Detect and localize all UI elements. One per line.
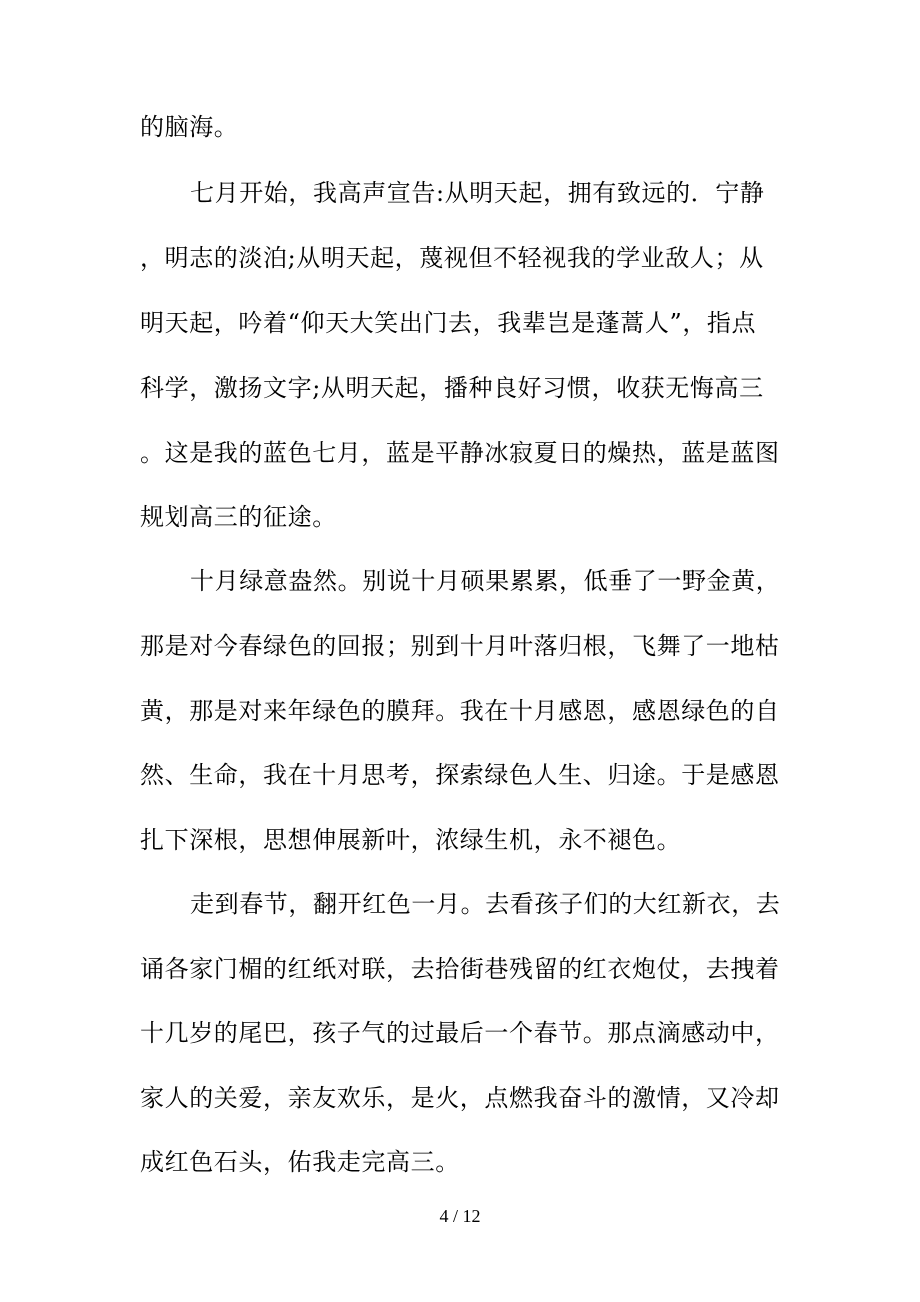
text-line: 十几岁的尾巴，孩子气的过最后一个春节。那点滴感动中， bbox=[140, 1019, 780, 1047]
text-line: 家人的关爱，亲友欢乐，是火，点燃我奋斗的激情，又冷却 bbox=[140, 1084, 780, 1112]
text-line: 科学，激扬文字;从明天起，播种良好习惯，收获无悔高三 bbox=[140, 374, 764, 402]
text-line: 那是对今春绿色的回报；别到十月叶落归根，飞舞了一地枯 bbox=[140, 632, 780, 660]
page-number: 4 / 12 bbox=[439, 1206, 481, 1226]
text-line: 成红色石头，佑我走完高三。 bbox=[140, 1148, 460, 1176]
text-line: 诵各家门楣的红纸对联，去拾街巷残留的红衣炮仗，去拽着 bbox=[140, 955, 780, 983]
text-line: 扎下深根，思想伸展新叶，浓绿生机，永不褪色。 bbox=[140, 826, 682, 854]
text-line: 。这是我的蓝色七月，蓝是平静冰寂夏日的燥热，蓝是蓝图 bbox=[140, 439, 780, 467]
paragraph-first-line: 走到春节，翻开红色一月。去看孩子们的大红新衣，去 bbox=[190, 890, 781, 918]
paragraph-first-line: 十月绿意盎然。别说十月硕果累累，低垂了一野金黄， bbox=[190, 567, 781, 595]
text-line: ，明志的淡泊;从明天起，蔑视但不轻视我的学业敌人；从 bbox=[140, 244, 764, 272]
text-line: 的脑海。 bbox=[140, 113, 239, 141]
paragraph-first-line: 七月开始，我高声宣告:从明天起，拥有致远的．宁静 bbox=[190, 179, 765, 207]
text-line: 黄，那是对来年绿色的膜拜。我在十月感恩，感恩绿色的自 bbox=[140, 697, 780, 725]
text-line: 然、生命，我在十月思考，探索绿色人生、归途。于是感恩 bbox=[140, 761, 780, 789]
text-line: 规划高三的征途。 bbox=[140, 503, 337, 531]
text-line: 明天起，吟着“仰天大笑出门去，我辈岂是蓬蒿人”，指点 bbox=[140, 309, 757, 337]
